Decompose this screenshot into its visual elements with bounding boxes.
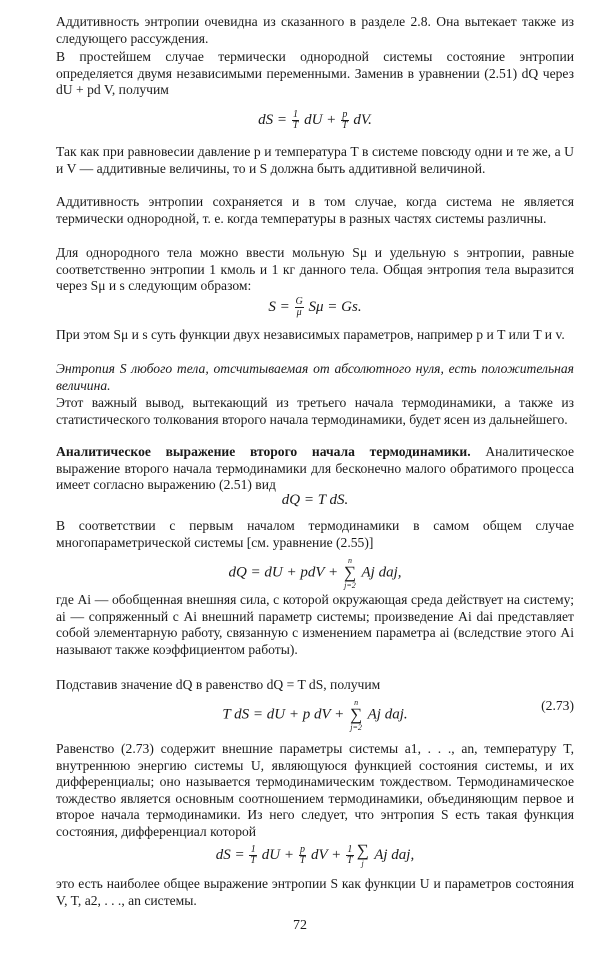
eq-mid: dU +: [257, 846, 298, 863]
paragraph-additivity-intro: Аддитивность энтропии очевидна из сказанного в разделе 2.8. Она вытекает также из следующего рассуждения.: [56, 14, 574, 46]
eq-lhs: dQ = dU + pdV +: [228, 564, 342, 581]
eq-lhs: dS =: [215, 846, 249, 863]
paragraph-thermo-identity: Равенство (2.73) содержит внешние параметры системы a1, . . ., an, температуру T, внутреннюю энергию системы U, являющуюся функцией состояния системы, и их дифференциалы; оно называется термодинамическим тождеством. Термодинамическое тождество является основным соотношением термодинамики, объединяющим первое и второе начала термодинамики. Из него следует, что энтропия S есть такая функция состояния, дифференциал которой: [56, 741, 574, 839]
sum-operator: ∑ j: [356, 841, 369, 868]
paragraph-first-law: В соответствии с первым началом термодинамики в самом общем случае многопараметрической системы [см. уравнение (2.55)]: [56, 518, 574, 550]
equation-2-73: [56, 698, 574, 732]
equation-dq-tds: dQ = T dS.: [281, 492, 349, 508]
fraction: $\frac{p}{T}$: [299, 844, 306, 866]
paragraph-nonuniform: Аддитивность энтропии сохраняется и в том случае, когда система не является термически однородной, т. е. когда температуры в разных частях системы различны.: [56, 194, 574, 226]
equation-dq-general: [56, 556, 574, 590]
eq-mid: dU +: [300, 111, 341, 128]
eq-tail: Aj daj.: [364, 706, 408, 723]
fraction: $\frac{1}{T}$: [347, 844, 353, 866]
paragraph-equilibrium: Так как при равновесии давление p и температура T в системе повсюду одни и те же, а U и V — аддитивные величины, то и S должна быть аддитивной величиной.: [56, 144, 574, 176]
eq-mid: Sμ = Gs.: [304, 298, 362, 315]
sum-operator: n ∑ j=2: [350, 698, 363, 732]
section-heading: Аналитическое выражение второго начала термодинамики.: [56, 444, 471, 459]
paragraph-substitute: Подставив значение dQ в равенство dQ = T dS, получим: [56, 677, 381, 692]
equation-s-gs: [56, 297, 574, 318]
paragraph-simple-system: В простейшем случае термически однородной системы состояние энтропии определяется двумя независимыми переменными. Заменив в уравнении (2.51) dQ через dU + pd V, получим: [56, 49, 574, 98]
eq-lhs: T dS = dU + p dV +: [222, 706, 349, 723]
eq-tail: Aj daj,: [370, 846, 415, 863]
fraction: $\frac{p}{T}$: [342, 109, 348, 131]
equation-ds-du-dv: [56, 110, 574, 131]
fraction: $\frac{G}{\mu}$: [295, 296, 303, 318]
page-number: 72: [293, 918, 307, 933]
eq-rhs: dV.: [349, 111, 372, 128]
fraction: $\frac{1}{T}$: [250, 844, 256, 866]
fraction: $\frac{1}{T}$: [292, 109, 299, 131]
eq-tail: Aj daj,: [358, 564, 402, 581]
paragraph-third-law: Этот важный вывод, вытекающий из третьего начала термодинамики, а также из статистического толкования второго начала термодинамики, будет ясен из дальнейшего.: [56, 395, 574, 427]
section-body: Аналитическое выражение второго начала термодинамики для бесконечно малого обратимого процесса имеет согласно выражению (2.51) вид: [56, 444, 574, 493]
paragraph-molar-entropy: Для однородного тела можно ввести мольную Sμ и удельную s энтропии, равные соответственно энтропии 1 кмоль и 1 кг данного тела. Общая энтропия тела выразится через Sμ и s следующим образом:: [56, 245, 574, 294]
paragraph-second-law-heading: [56, 444, 574, 494]
eq-lhs: S =: [268, 298, 294, 315]
paragraph-two-parameters: При этом Sμ и s суть функции двух независимых параметров, например p и T или T и v.: [56, 327, 565, 342]
eq-lhs: dS =: [258, 111, 291, 128]
eq-mid: dV +: [307, 846, 346, 863]
equation-ds-general: [56, 843, 574, 868]
paragraph-generalized-force: где Ai — обобщенная внешняя сила, с которой окружающая среда действует на систему; ai — сопряженный с Ai внешний параметр системы; произведение Ai dai представляет собой элементарную работу, связанную с изменением параметра ai (вследствие этого Ai называют также коэффициентом работы).: [56, 592, 574, 657]
sum-operator: n ∑ j=2: [343, 556, 357, 590]
equation-number: (2.73): [541, 698, 574, 713]
paragraph-conclusion: это есть наиболее общее выражение энтропии S как функции U и параметров состояния V, T, a2, . . ., an системы.: [56, 876, 574, 908]
paragraph-positive-entropy: Энтропия S любого тела, отсчитываемая от абсолютного нуля, есть положительная величина.: [56, 361, 574, 393]
